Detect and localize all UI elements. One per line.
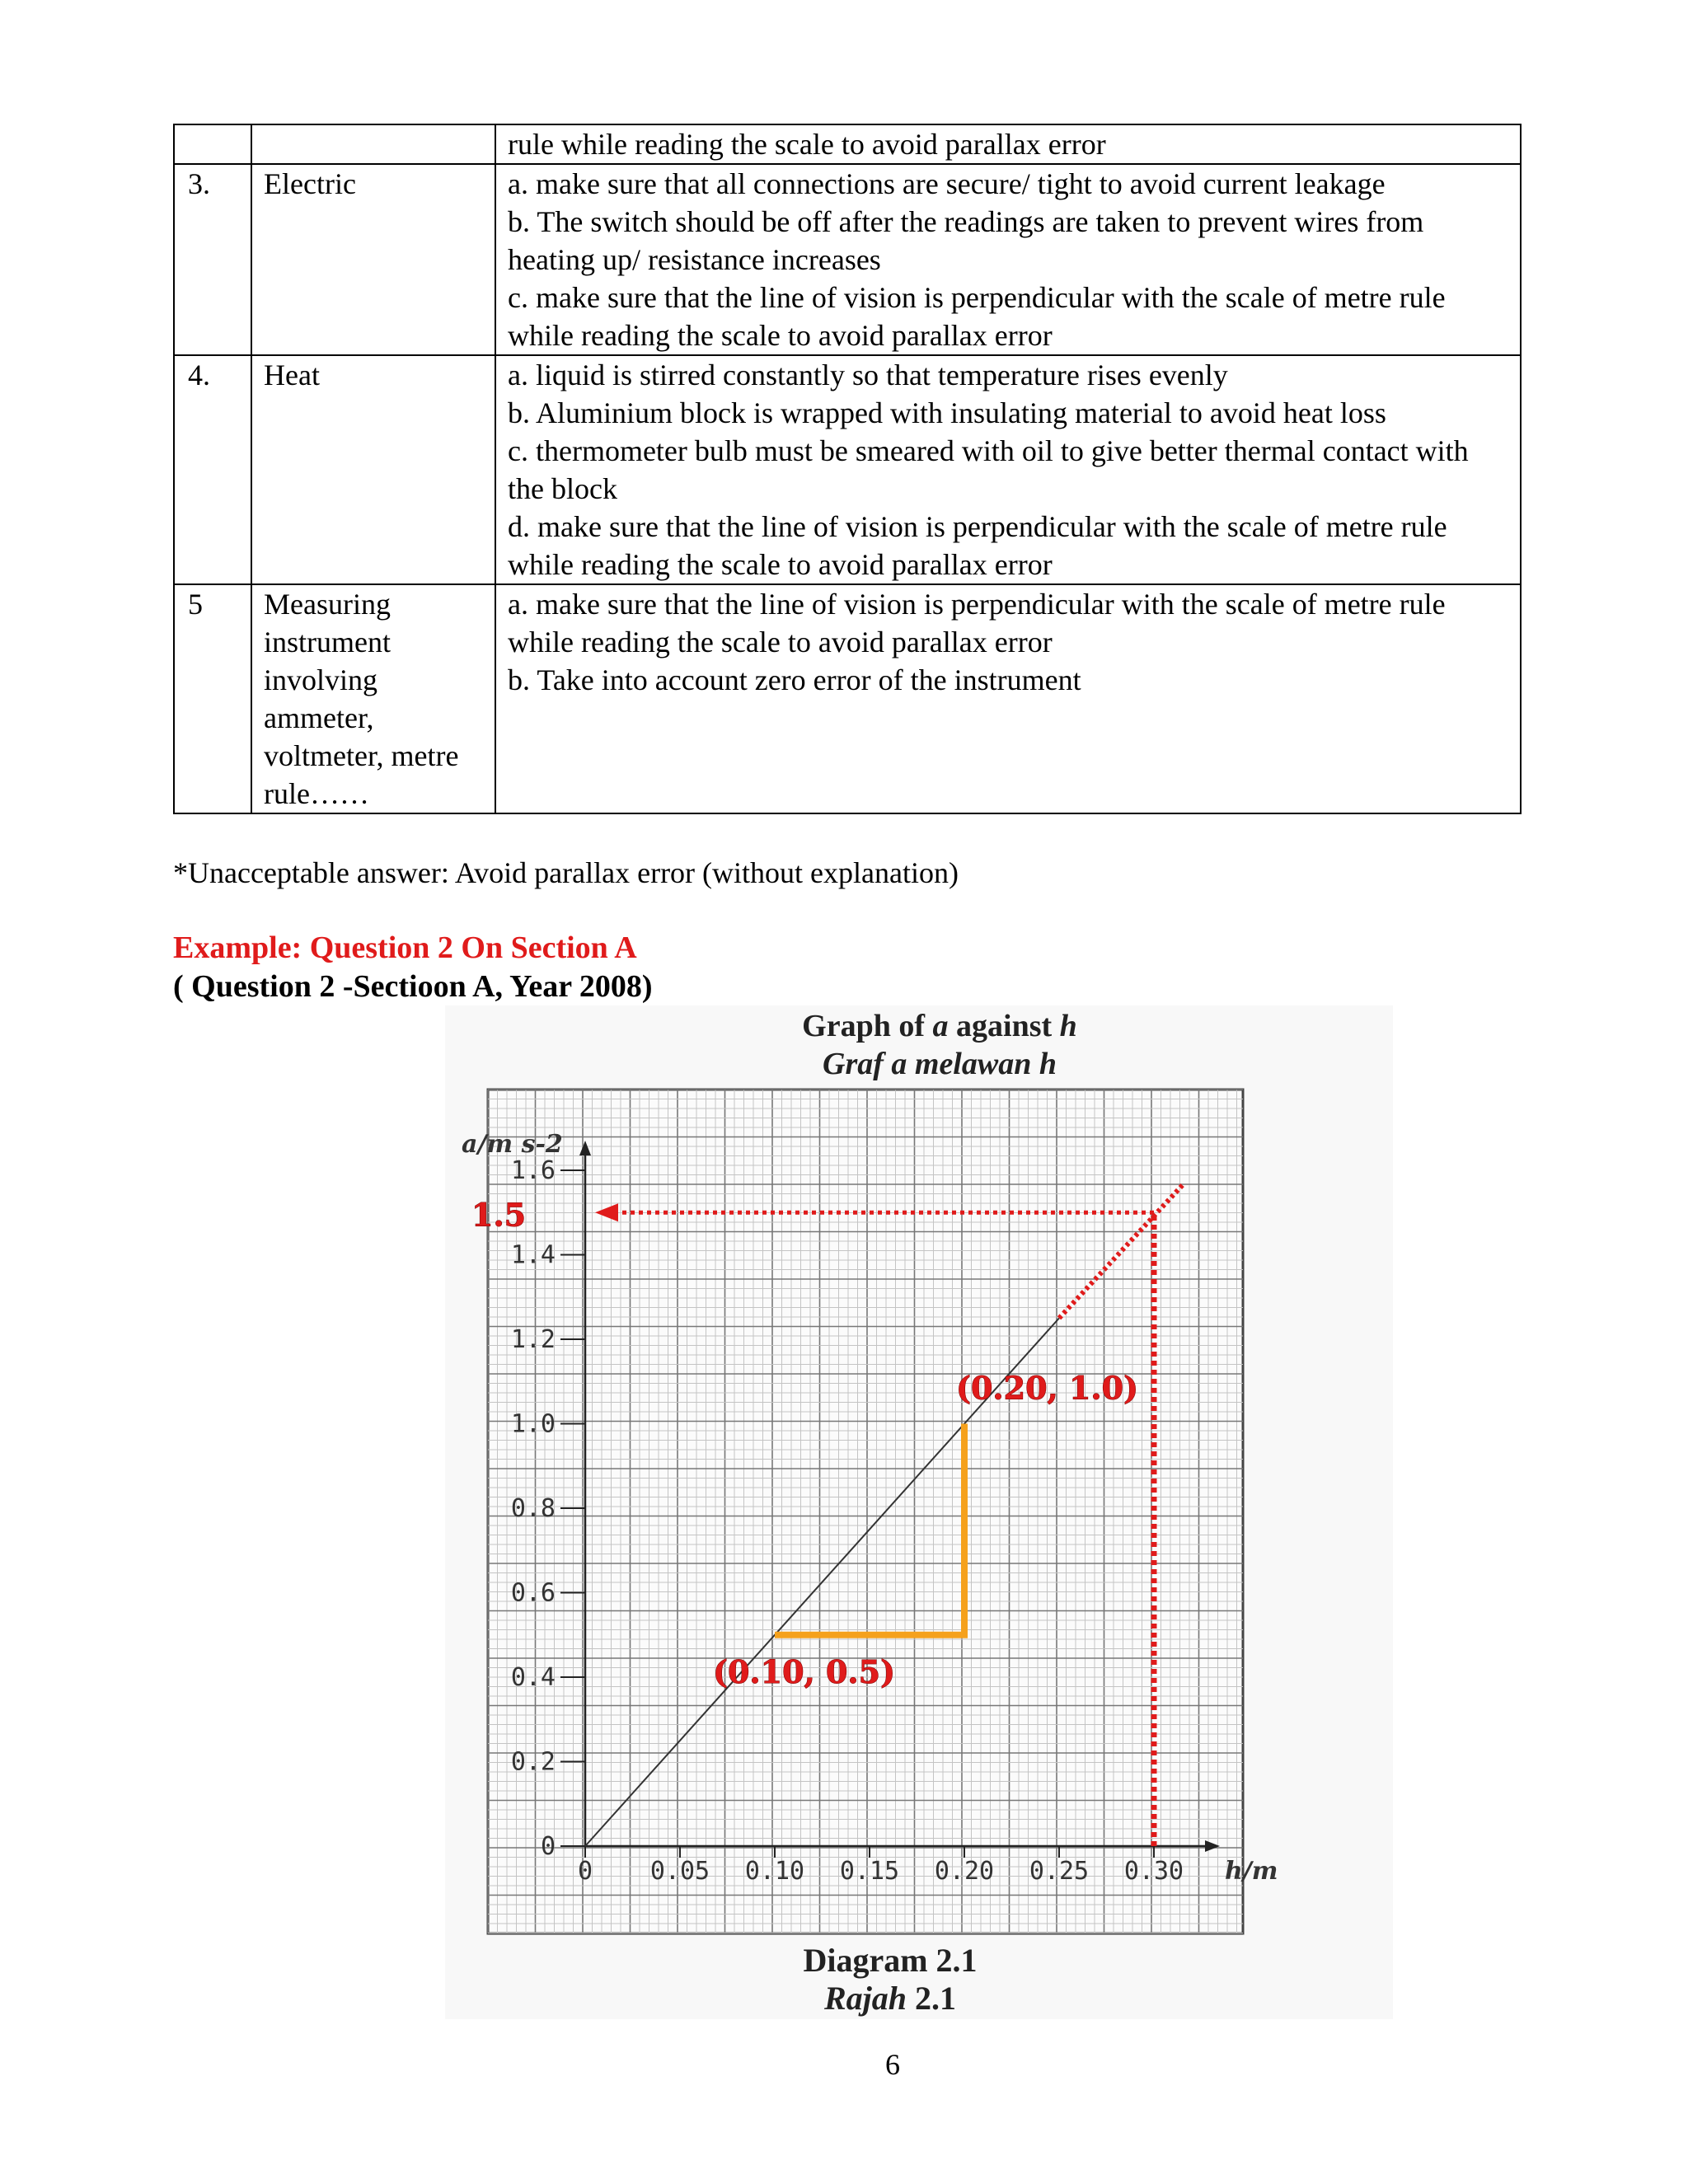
- row-topic: Heat: [251, 355, 495, 584]
- x-tick-label: 0.30: [1123, 1857, 1184, 1886]
- graph-paper: [488, 1090, 1243, 1933]
- y-tick-label: 0.2: [510, 1747, 556, 1777]
- page-number: 6: [885, 2048, 900, 2081]
- graph-title-en: Graph of a against h: [802, 1009, 1077, 1043]
- diagram-caption: [725, 1942, 1055, 2018]
- y-tick-label: 0: [540, 1832, 556, 1861]
- precaution-line: a. liquid is stirred constantly so that temperature rises evenly: [508, 359, 1228, 391]
- precaution-line: d. make sure that the line of vision is perpendicular with the scale of metre rule while reading the scale to avoid parallax error: [508, 510, 1447, 581]
- x-tick-label: 0: [577, 1857, 593, 1886]
- y-tick-label: 1.4: [510, 1240, 556, 1270]
- precaution-line: b. Aluminium block is wrapped with insulating material to avoid heat loss: [508, 396, 1386, 429]
- y-tick-label: 0.6: [510, 1578, 556, 1608]
- x-tick-label: 0.15: [839, 1857, 900, 1886]
- x-axis-label: h/m: [1225, 1857, 1278, 1886]
- unacceptable-answer-note: *Unacceptable answer: Avoid parallax error (without explanation): [173, 856, 959, 889]
- precaution-line: c. thermometer bulb must be smeared with oil to give better thermal contact with the block: [508, 434, 1469, 505]
- y-tick-label: 1.6: [510, 1156, 556, 1185]
- x-tick-label: 0.10: [744, 1857, 805, 1886]
- row-topic: Electric: [251, 164, 495, 355]
- y-tick-label: 0.8: [510, 1494, 556, 1523]
- precaution-line: b. The switch should be off after the readings are taken to prevent wires from heating up/ resistance increases: [508, 205, 1424, 276]
- row-number: 4.: [174, 355, 251, 584]
- graph-title-ms: Graf a melawan h: [823, 1047, 1057, 1081]
- example-title: Example: Question 2 On Section A: [173, 930, 637, 965]
- read-off-value-label: 1.5: [471, 1196, 527, 1234]
- y-axis-label: a/m s-2: [462, 1130, 563, 1159]
- row-topic: Measuring instrument involving ammeter, voltmeter, metre rule……: [251, 584, 495, 813]
- precaution-line: c. make sure that the line of vision is perpendicular with the scale of metre rule while reading the scale to avoid parallax error: [508, 281, 1446, 352]
- y-tick-label: 1.0: [510, 1409, 556, 1439]
- precaution-line: a. make sure that all connections are secure/ tight to avoid current leakage: [508, 167, 1386, 200]
- x-tick-label: 0.25: [1029, 1857, 1090, 1886]
- row-number: 5: [174, 584, 251, 813]
- precaution-line: rule while reading the scale to avoid parallax error: [508, 128, 1106, 161]
- row-number: 3.: [174, 164, 251, 355]
- x-tick-label: 0.20: [934, 1857, 995, 1886]
- point-label-lower: (0.10, 0.5): [713, 1652, 896, 1690]
- diagram-caption-en: Diagram 2.1: [803, 1942, 978, 1979]
- x-tick-label: 0.05: [649, 1857, 710, 1886]
- y-tick-label: 0.4: [510, 1663, 556, 1692]
- example-subtitle: ( Question 2 -Sectioon A, Year 2008): [173, 969, 653, 1004]
- precaution-line: a. make sure that the line of vision is perpendicular with the scale of metre rule while reading the scale to avoid parallax error: [508, 588, 1446, 658]
- point-label-upper: (0.20, 1.0): [956, 1369, 1139, 1407]
- diagram-caption-ms: Rajah 2.1: [823, 1980, 957, 2017]
- precaution-line: b. Take into account zero error of the instrument: [508, 663, 1081, 696]
- y-tick-label: 1.2: [510, 1325, 556, 1354]
